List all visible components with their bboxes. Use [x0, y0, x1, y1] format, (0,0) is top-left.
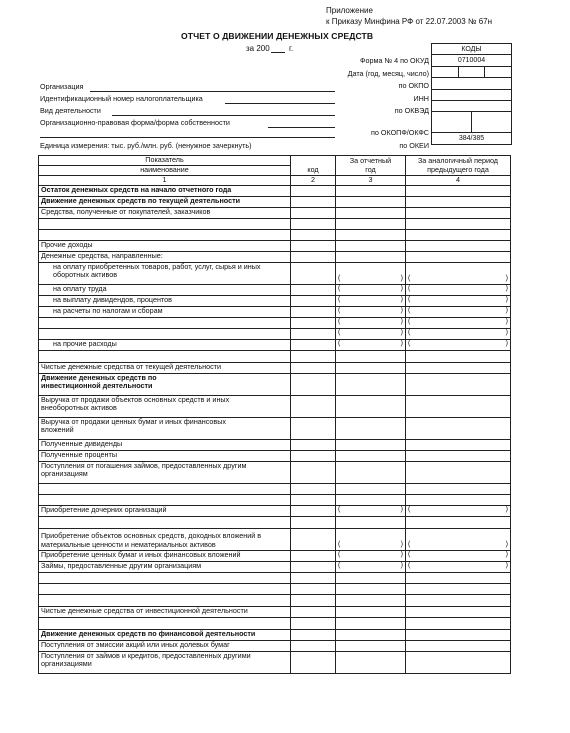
- page-title: ОТЧЕТ О ДВИЖЕНИИ ДЕНЕЖНЫХ СРЕДСТВ: [181, 31, 374, 41]
- cell-current[interactable]: [336, 572, 406, 583]
- col-num-1: 1: [39, 176, 291, 186]
- cell-previous[interactable]: [406, 362, 511, 373]
- cell-previous[interactable]: [406, 450, 511, 461]
- organization-field[interactable]: [90, 91, 335, 92]
- row-opening-balance: Остаток денежных средств на начало отчетного года: [39, 185, 291, 196]
- cell-code[interactable]: [291, 439, 336, 450]
- cell-code[interactable]: [291, 528, 336, 550]
- row-net-investing: Чистые денежные средства от инвестиционной деятельности: [39, 606, 291, 617]
- cell-current[interactable]: ( ): [336, 317, 406, 328]
- cell-code[interactable]: [291, 218, 336, 229]
- cell-previous[interactable]: [406, 229, 511, 240]
- cell-code[interactable]: [291, 339, 336, 350]
- cell-previous[interactable]: [406, 417, 511, 439]
- cell-code[interactable]: [291, 450, 336, 461]
- cell-current[interactable]: [336, 494, 406, 505]
- cell-previous[interactable]: ( ): [406, 528, 511, 550]
- cell-previous[interactable]: ( ): [406, 284, 511, 295]
- cell-previous[interactable]: ( ): [406, 550, 511, 561]
- row-dividends-received: Полученные дивиденды: [39, 439, 291, 450]
- row-securities-sale: Выручка от продажи ценных бумаг и иных финансовых вложений: [39, 417, 291, 439]
- cash-flow-table: [38, 155, 511, 674]
- cell-previous[interactable]: [406, 494, 511, 505]
- row-from-customers: Средства, полученные от покупателей, заказчиков: [39, 207, 291, 218]
- cell-code[interactable]: [291, 550, 336, 561]
- col-num-3: 3: [336, 176, 406, 186]
- cell-current[interactable]: ( ): [336, 328, 406, 339]
- cell-previous[interactable]: [406, 583, 511, 594]
- cell-current[interactable]: [336, 395, 406, 417]
- date-cells[interactable]: [432, 66, 512, 77]
- cell-code[interactable]: [291, 606, 336, 617]
- okopf-label: по ОКОПФ/ОКФС: [371, 128, 429, 137]
- row-goods-payment: на оплату приобретенных товаров, работ, услуг, сырья и иных оборотных активов: [39, 262, 291, 284]
- cell-previous[interactable]: ( ): [406, 561, 511, 572]
- okpo-label: по ОКПО: [398, 81, 429, 90]
- cell-code[interactable]: [291, 229, 336, 240]
- cell-previous[interactable]: [406, 218, 511, 229]
- row-other-income: Прочие доходы: [39, 240, 291, 251]
- cell-current[interactable]: ( ): [336, 550, 406, 561]
- tax-id-field[interactable]: [225, 103, 335, 104]
- cell-current[interactable]: [336, 207, 406, 218]
- cell-current[interactable]: [336, 640, 406, 651]
- cell-current[interactable]: [336, 218, 406, 229]
- row-investing-section: Движение денежных средств по инвестиционной деятельности: [39, 373, 291, 395]
- cell-current[interactable]: ( ): [336, 561, 406, 572]
- row-securities-purchase: Приобретение ценных бумаг и иных финансовых вложений: [39, 550, 291, 561]
- col-num-2: 2: [291, 176, 336, 186]
- cell-current[interactable]: [336, 483, 406, 494]
- cell-previous[interactable]: ( ): [406, 328, 511, 339]
- row-operating-section: Движение денежных средств по текущей деятельности: [39, 196, 291, 207]
- cell-previous[interactable]: ( ): [406, 339, 511, 350]
- cell-code[interactable]: [291, 640, 336, 651]
- okved-code[interactable]: [432, 100, 512, 111]
- cell-current[interactable]: [336, 651, 406, 673]
- cell-previous[interactable]: ( ): [406, 262, 511, 284]
- row-financing-section: Движение денежных средств по финансовой деятельности: [39, 629, 291, 640]
- cell-code[interactable]: [291, 395, 336, 417]
- cell-previous[interactable]: ( ): [406, 306, 511, 317]
- cell-code[interactable]: [291, 572, 336, 583]
- row-fixed-assets-sale: Выручка от продажи объектов основных средств и иных внеоборотных активов: [39, 395, 291, 417]
- period-suffix: г.: [289, 44, 294, 53]
- cell-current[interactable]: [336, 450, 406, 461]
- cell-previous[interactable]: [406, 606, 511, 617]
- okopf-cells[interactable]: [432, 112, 512, 133]
- cell-code[interactable]: [291, 284, 336, 295]
- appendix-line-1: Приложение: [326, 6, 373, 15]
- cell-code[interactable]: [291, 207, 336, 218]
- row-fixed-assets-purchase: Приобретение объектов основных средств, доходных вложений в материальные ценности и нематериальных активов: [39, 528, 291, 550]
- col-header-code: код: [291, 156, 336, 176]
- cell-code[interactable]: [291, 583, 336, 594]
- inn-label: ИНН: [413, 94, 429, 103]
- legal-form-field-1[interactable]: [268, 127, 335, 128]
- row-net-operating: Чистые денежные средства от текущей деятельности: [39, 362, 291, 373]
- date-label: Дата (год, месяц, число): [347, 69, 429, 78]
- cell-current[interactable]: ( ): [336, 505, 406, 516]
- cell-code[interactable]: [291, 262, 336, 284]
- cell-code[interactable]: [291, 328, 336, 339]
- cell-previous[interactable]: [406, 240, 511, 251]
- row-loans-given: Займы, предоставленные другим организациям: [39, 561, 291, 572]
- cell-current[interactable]: ( ): [336, 306, 406, 317]
- activity-field[interactable]: [112, 115, 335, 116]
- cell-current[interactable]: [336, 185, 406, 196]
- row-loans-received: Поступления от займов и кредитов, предоставленных другими организациями: [39, 651, 291, 673]
- cell-code[interactable]: [291, 362, 336, 373]
- cell-current[interactable]: [336, 606, 406, 617]
- cell-code[interactable]: [291, 483, 336, 494]
- cell-previous[interactable]: ( ): [406, 505, 511, 516]
- cell-current[interactable]: [336, 362, 406, 373]
- row-directed-funds: Денежные средства, направленные:: [39, 251, 291, 262]
- cell-previous[interactable]: ( ): [406, 295, 511, 306]
- cell-previous[interactable]: [406, 483, 511, 494]
- cell-code[interactable]: [291, 561, 336, 572]
- cell-current[interactable]: ( ): [336, 528, 406, 550]
- row-dividends-paid: на выплату дивидендов, процентов: [39, 295, 291, 306]
- units-label: Единица измерения: тыс. руб./млн. руб. (ненужное зачеркнуть): [40, 141, 252, 150]
- cell-current[interactable]: [336, 417, 406, 439]
- organization-label: Организация: [40, 82, 84, 91]
- cell-current[interactable]: [336, 461, 406, 483]
- cell-current[interactable]: [336, 439, 406, 450]
- okei-code[interactable]: 384/385: [432, 133, 512, 144]
- cell-current[interactable]: ( ): [336, 339, 406, 350]
- cell-current[interactable]: ( ): [336, 295, 406, 306]
- col-header-name: наименование: [39, 166, 291, 176]
- period-prefix: за 200: [246, 44, 270, 53]
- codes-header: КОДЫ: [432, 44, 512, 55]
- cell-current[interactable]: [336, 229, 406, 240]
- cell-current[interactable]: [336, 583, 406, 594]
- form-okud-label: Форма № 4 по ОКУД: [360, 56, 429, 65]
- cell-previous[interactable]: [406, 651, 511, 673]
- cell-code[interactable]: [291, 317, 336, 328]
- row-taxes: на расчеты по налогам и сборам: [39, 306, 291, 317]
- legal-form-label: Организационно-правовая форма/форма собственности: [40, 118, 230, 127]
- cell-current[interactable]: ( ): [336, 284, 406, 295]
- cell-previous[interactable]: [406, 461, 511, 483]
- cell-code[interactable]: [291, 306, 336, 317]
- cell-code[interactable]: [291, 417, 336, 439]
- cell-previous[interactable]: ( ): [406, 317, 511, 328]
- row-subsidiaries: Приобретение дочерних организаций: [39, 505, 291, 516]
- cell-current[interactable]: ( ): [336, 262, 406, 284]
- cell-previous[interactable]: [406, 439, 511, 450]
- col-header-indicator: Показатель: [39, 156, 291, 166]
- okpo-code[interactable]: [432, 78, 512, 89]
- codes-table: [431, 43, 512, 145]
- cell-previous[interactable]: [406, 185, 511, 196]
- cell-code[interactable]: [291, 295, 336, 306]
- cell-code[interactable]: [291, 651, 336, 673]
- col-header-previous: За аналогичный период предыдущего года: [406, 156, 511, 176]
- period-year-field[interactable]: [271, 52, 285, 53]
- legal-form-field-2[interactable]: [40, 137, 335, 138]
- cell-previous[interactable]: [406, 395, 511, 417]
- tax-id-label: Идентификационный номер налогоплательщика: [40, 94, 203, 103]
- col-header-current: За отчетный год: [336, 156, 406, 176]
- cell-previous[interactable]: [406, 640, 511, 651]
- row-interest-received: Полученные проценты: [39, 450, 291, 461]
- cell-previous[interactable]: [406, 207, 511, 218]
- cell-code[interactable]: [291, 505, 336, 516]
- okei-label: по ОКЕИ: [399, 141, 429, 150]
- cell-previous[interactable]: [406, 572, 511, 583]
- cell-current[interactable]: [336, 240, 406, 251]
- okud-code[interactable]: 0710004: [432, 55, 512, 66]
- row-share-issue: Поступления от эмиссии акций или иных долевых бумаг: [39, 640, 291, 651]
- activity-label: Вид деятельности: [40, 106, 101, 115]
- cell-code[interactable]: [291, 461, 336, 483]
- row-other-expenses: на прочие расходы: [39, 339, 291, 350]
- cell-code[interactable]: [291, 185, 336, 196]
- cell-code[interactable]: [291, 240, 336, 251]
- col-num-4: 4: [406, 176, 511, 186]
- okved-label: по ОКВЭД: [394, 106, 429, 115]
- appendix-line-2: к Приказу Минфина РФ от 22.07.2003 № 67н: [326, 17, 493, 26]
- inn-code[interactable]: [432, 89, 512, 100]
- row-wages: на оплату труда: [39, 284, 291, 295]
- row-loan-repayments: Поступления от погашения займов, предоставленных другим организациям: [39, 461, 291, 483]
- cell-code[interactable]: [291, 494, 336, 505]
